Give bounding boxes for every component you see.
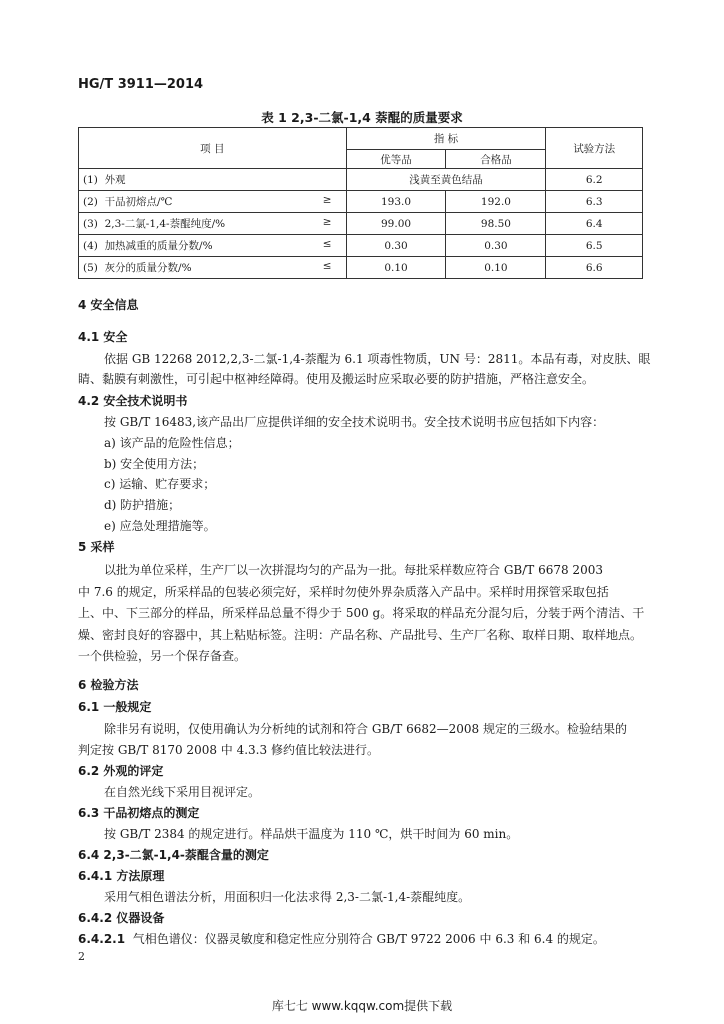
row-value-qualified: 0.30 <box>446 235 546 257</box>
row-label: (3) 2,3-二氯-1,4-萘醌纯度/% ≥ <box>79 213 347 235</box>
paragraph: 一个供检验，另一个保存备查。 <box>78 649 247 663</box>
table-row <box>79 191 643 213</box>
header-item: 项 目 <box>79 128 347 169</box>
section-6-4-2-title: 6.4.2 仪器设备 <box>78 911 165 925</box>
row-method: 6.6 <box>546 257 643 279</box>
row-value-premium: 0.30 <box>346 235 446 257</box>
row-value-qualified: 192.0 <box>446 191 546 213</box>
row-value-premium: 99.00 <box>346 213 446 235</box>
table-row <box>79 169 643 191</box>
list-item: d) 防护措施； <box>104 498 181 512</box>
row-value-premium: 193.0 <box>346 191 446 213</box>
row-label: (4) 加热减重的质量分数/% ≤ <box>79 235 347 257</box>
paragraph: 以批为单位采样，生产厂以一次拼混均匀的产品为一批。每批采样数应符合 GB/T 6678 2003 <box>104 563 603 577</box>
paragraph: 除非另有说明，仅使用确认为分析纯的试剂和符合 GB/T 6682—2008 规定的三级水。检验结果的 <box>104 722 627 736</box>
paragraph: 睛、黏膜有刺激性，可引起中枢神经障碍。使用及搬运时应采取必要的防护措施，严格注意安全。 <box>78 372 595 386</box>
row-label: (2) 干品初熔点/℃ ≥ <box>79 191 347 213</box>
paragraph: 判定按 GB/T 8170 2008 中 4.3.3 修约值比较法进行。 <box>78 743 379 757</box>
row-merged-value: 浅黄至黄色结晶 <box>346 169 546 191</box>
table-row <box>79 257 643 279</box>
header-index: 指 标 <box>346 128 546 150</box>
section-6-title: 6 检验方法 <box>78 678 139 692</box>
row-method: 6.4 <box>546 213 643 235</box>
standard-code: HG/T 3911—2014 <box>78 77 204 92</box>
row-method: 6.5 <box>546 235 643 257</box>
paragraph: 上、中、下三部分的样品，所采样品总量不得少于 500 g。将采取的样品充分混匀后，分装于两个清洁、干 <box>78 606 645 620</box>
row-value-qualified: 98.50 <box>446 213 546 235</box>
download-footer: 库七七 www.kqqw.com提供下载 <box>271 999 453 1013</box>
section-4-1-title: 4.1 安全 <box>78 330 128 344</box>
table-title: 表 1 2,3-二氯-1,4 萘醌的质量要求 <box>261 110 463 125</box>
page-number: 2 <box>78 950 85 963</box>
section-6-3-title: 6.3 干品初熔点的测定 <box>78 806 200 820</box>
table-row <box>79 213 643 235</box>
list-item: e) 应急处理措施等。 <box>104 519 216 533</box>
paragraph: 按 GB/T 2384 的规定进行。样品烘干温度为 110 ℃，烘干时间为 60 min。 <box>104 827 519 841</box>
row-label: (1) 外观 <box>79 169 347 191</box>
section-5-title: 5 采样 <box>78 540 115 554</box>
paragraph: 依据 GB 12268 2012,2,3-二氯-1,4-萘醌为 6.1 项毒性物质，UN 号：2811。本品有毒，对皮肤、眼 <box>104 352 651 366</box>
paragraph: 采用气相色谱法分析，用面积归一化法求得 2,3-二氯-1,4-萘醌纯度。 <box>104 890 471 904</box>
section-6-2-title: 6.2 外观的评定 <box>78 764 164 778</box>
row-method: 6.3 <box>546 191 643 213</box>
list-item: c) 运输、贮存要求； <box>104 477 216 491</box>
row-label: (5) 灰分的质量分数/% ≤ <box>79 257 347 279</box>
row-value-premium: 0.10 <box>346 257 446 279</box>
list-item: b) 安全使用方法； <box>104 457 205 471</box>
table-row <box>79 235 643 257</box>
paragraph: 按 GB/T 16483,该产品出厂应提供详细的安全技术说明书。安全技术说明书应包括如下内容： <box>104 415 605 429</box>
header-qualified: 合格品 <box>446 150 546 169</box>
section-6-4-1-title: 6.4.1 方法原理 <box>78 869 165 883</box>
paragraph: 在自然光线下采用目视评定。 <box>104 785 261 799</box>
quality-table <box>78 127 643 279</box>
section-4-2-title: 4.2 安全技术说明书 <box>78 394 188 408</box>
paragraph: 燥、密封良好的容器中，其上粘贴标签。注明：产品名称、产品批号、生产厂名称、取样日期、取样地点。 <box>78 628 643 642</box>
paragraph: 中 7.6 的规定，所采样品的包装必须完好，采样时勿使外界杂质落入产品中。采样时用探管采取包括 <box>78 585 609 599</box>
clause-6-4-2-1: 6.4.2.1 气相色谱仪：仪器灵敏度和稳定性应分别符合 GB/T 9722 2006 中 6.3 和 6.4 的规定。 <box>78 932 605 946</box>
list-item: a) 该产品的危险性信息； <box>104 436 240 450</box>
row-method: 6.2 <box>546 169 643 191</box>
section-6-4-title: 6.4 2,3-二氯-1,4-萘醌含量的测定 <box>78 848 269 862</box>
header-method: 试验方法 <box>546 128 643 169</box>
row-value-qualified: 0.10 <box>446 257 546 279</box>
section-6-1-title: 6.1 一般规定 <box>78 700 152 714</box>
section-4-title: 4 安全信息 <box>78 298 139 312</box>
header-premium: 优等品 <box>346 150 446 169</box>
